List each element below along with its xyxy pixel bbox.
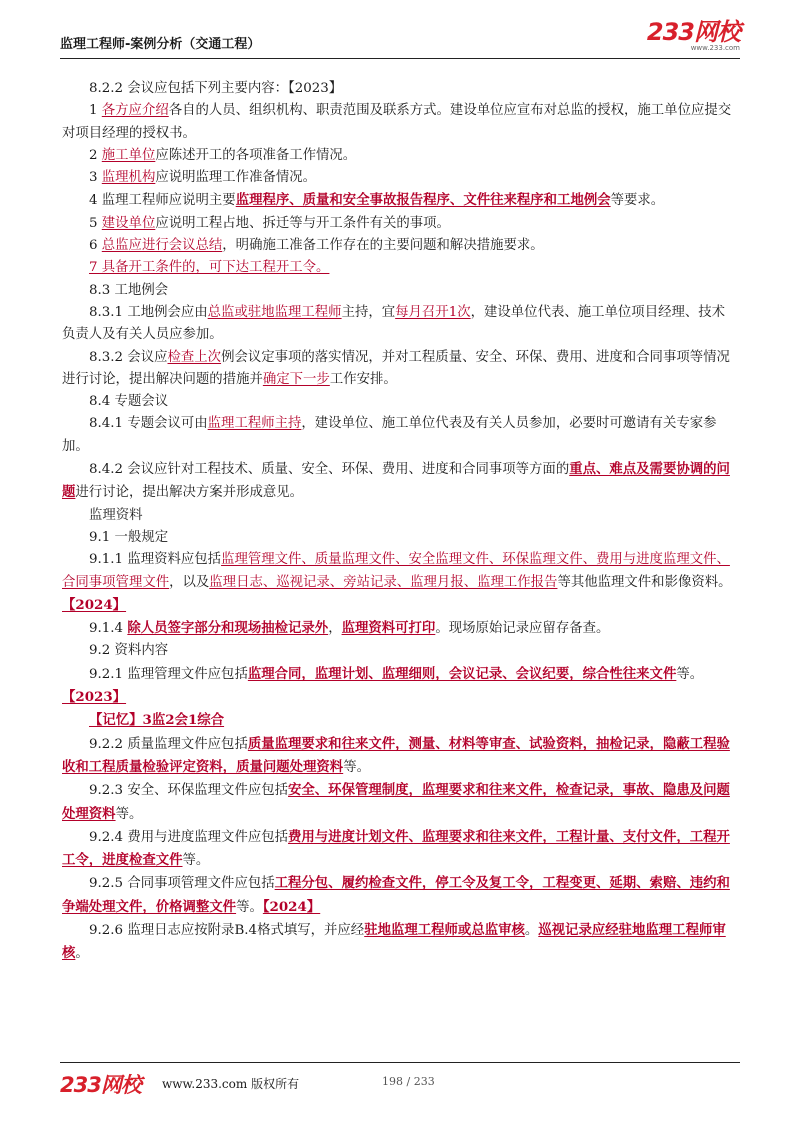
section-9-1-4: 9.1.4 除人员签字部分和现场抽检记录外，监理资料可打印。现场原始记录应留存备查。 xyxy=(89,620,610,637)
section-9-2-5: 9.2.5 合同事项管理文件应包括工程分包、履约检查文件，停工令及复工令，工程变更、延期、索赔、违约和争端处理文件，价格调整文件等。【2024】 xyxy=(62,875,730,915)
section-8-4: 8.4 专题会议 xyxy=(89,394,169,410)
section-9-2-3: 9.2.3 安全、环保监理文件应包括安全、环保管理制度，监理要求和往来文件，检查记录，事故、隐患及问题处理资料等。 xyxy=(62,782,730,822)
list-item: 2 施工单位应陈述开工的各项准备工作情况。 xyxy=(89,147,357,163)
section-9-1-1: 9.1.1 监理资料应包括监理管理文件、质量监理文件、安全监理文件、环保监理文件、费用与进度监理文件、合同事项管理文件，以及监理日志、巡视记录、旁站记录、监理月报、监理工作报告等其他监理文件和影像资料。【2024】 xyxy=(62,552,732,613)
page-header xyxy=(60,18,740,59)
section-8-3: 8.3 工地例会 xyxy=(89,282,169,298)
page-number: 198 / 233 xyxy=(382,1075,435,1088)
section-9-2-1: 9.2.1 监理管理文件应包括监理合同，监理计划、监理细则，会议记录、会议纪要，综合性往来文件等。【2023】 xyxy=(62,665,704,706)
list-item: 3 监理机构应说明监理工作准备情况。 xyxy=(89,170,317,186)
list-item: 6 总监应进行会议总结，明确施工准备工作存在的主要问题和解决措施要求。 xyxy=(89,238,544,254)
list-item: 5 建设单位应说明工程占地、拆迁等与开工条件有关的事项。 xyxy=(89,215,450,231)
document-body xyxy=(62,78,738,966)
section-8-3-1: 8.3.1 工地例会应由总监或驻地监理工程师主持，宜每月召开1次，建设单位代表、施工单位项目经理、技术负责人及有关人员应参加。 xyxy=(62,304,726,343)
list-item: 4 监理工程师应说明主要监理程序、质量和安全事故报告程序、文件往来程序和工地例会等要求。 xyxy=(89,192,665,209)
section-9-1: 9.1 一般规定 xyxy=(89,529,169,545)
memory-tip: 【记忆】3监2会1综合 xyxy=(89,712,225,729)
list-item: 1 各方应介绍各自的人员、组织机构、职责范围及联系方式。建设单位应宣布对总监的授权，施工单位应提交对项目经理的授权书。 xyxy=(62,103,732,141)
section-9-2-6: 9.2.6 监理日志应按附录B.4格式填写，并应经驻地监理工程师或总监审核。巡视记录应经驻地监理工程师审核。 xyxy=(62,921,726,962)
section-8-3-2: 8.3.2 会议应检查上次例会议定事项的落实情况，并对工程质量、安全、环保、费用、进度和合同事项等情况进行讨论，提出解决问题的措施并确定下一步工作安排。 xyxy=(62,349,730,387)
section-9-title: 监理资料 xyxy=(89,507,143,523)
logo-url: www.233.com xyxy=(690,44,740,52)
copyright-notice: www.233.com 版权所有 xyxy=(162,1077,300,1091)
section-8-2-2: 8.2.2 会议应包括下列主要内容：【2023】 xyxy=(89,81,343,96)
brand-logo xyxy=(644,20,740,54)
section-8-4-2: 8.4.2 会议应针对工程技术、质量、安全、环保、费用、进度和合同事项等方面的重点、难点及需要协调的问题进行讨论，提出解决方案并形成意见。 xyxy=(62,461,730,501)
footer-logo: 233网校 xyxy=(60,1073,141,1097)
section-8-4-1: 8.4.1 专题会议可由监理工程师主持，建设单位、施工单位代表及有关人员参加，必要时可邀请有关专家参加。 xyxy=(62,416,717,454)
section-9-2: 9.2 资料内容 xyxy=(89,643,169,659)
section-9-2-2: 9.2.2 质量监理文件应包括质量监理要求和往来文件，测量、材料等审查、试验资料，抽检记录，隐蔽工程验收和工程质量检验评定资料，质量问题处理资料等。 xyxy=(62,735,730,775)
logo-mark: 233网校 xyxy=(646,18,740,46)
header-title: 监理工程师-案例分析（交通工程） xyxy=(60,37,261,52)
page-footer xyxy=(60,1062,740,1103)
list-item: 7 具备开工条件的，可下达工程开工令。 xyxy=(89,260,330,276)
section-9-2-4: 9.2.4 费用与进度监理文件应包括费用与进度计划文件、监理要求和往来文件，工程计量、支付文件，工程开工令，进度检查文件等。 xyxy=(62,828,730,869)
